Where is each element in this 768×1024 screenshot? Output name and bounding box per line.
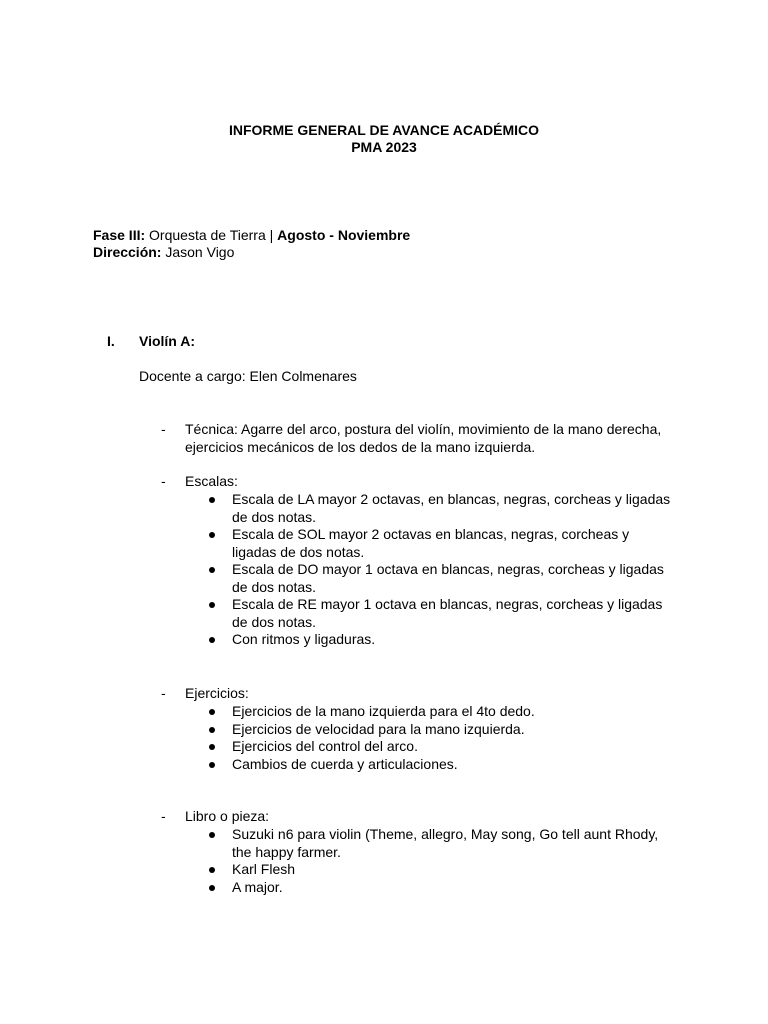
dash-marker: -	[161, 685, 166, 701]
escala-text: Escala de DO mayor 1 octava en blancas, negras, corcheas y ligadas de dos notas.	[232, 561, 664, 595]
phase-line	[93, 227, 410, 245]
report-title: INFORME GENERAL DE AVANCE ACADÉMICO	[228, 122, 540, 138]
bullet-icon	[209, 602, 215, 608]
teacher-line: Docente a cargo: Elen Colmenares	[139, 368, 357, 384]
list-item	[207, 491, 677, 526]
bullet-icon	[209, 832, 215, 838]
libro-list	[207, 826, 677, 896]
bullet-icon	[209, 497, 215, 503]
bullet-icon	[209, 637, 215, 643]
section-title: Violín A:	[139, 333, 195, 349]
escalas-list	[207, 491, 677, 649]
dash-marker: -	[161, 473, 166, 489]
escala-text: Con ritmos y ligaduras.	[232, 631, 376, 647]
direction-label: Dirección:	[93, 244, 162, 260]
escala-text: Escala de SOL mayor 2 octavas en blancas, negras, corcheas y ligadas de dos notas.	[232, 526, 630, 560]
list-item	[207, 526, 677, 561]
bullet-icon	[209, 744, 215, 750]
dash-marker: -	[161, 421, 166, 437]
direction-value: Jason Vigo	[165, 244, 235, 260]
ejercicios-list	[207, 703, 677, 773]
ejercicio-text: Ejercicios de velocidad para la mano izquierda.	[232, 720, 525, 737]
ejercicios-label: Ejercicios:	[185, 685, 249, 701]
libro-text: Suzuki n6 para violin (Theme, allegro, May song, Go tell aunt Rhody, the happy farmer.	[232, 826, 659, 860]
phase-value: Orquesta de Tierra |	[149, 227, 274, 243]
list-item	[207, 631, 677, 649]
list-item	[207, 596, 677, 631]
section-number: I.	[107, 333, 115, 349]
bullet-icon	[209, 709, 215, 715]
list-item	[207, 879, 677, 897]
bullet-icon	[209, 885, 215, 891]
bullet-icon	[209, 867, 215, 873]
bullet-icon	[209, 532, 215, 538]
list-item	[207, 561, 677, 596]
bullet-icon	[209, 762, 215, 768]
bullet-icon	[209, 727, 215, 733]
ejercicio-text: Cambios de cuerda y articulaciones.	[232, 755, 458, 772]
list-item	[207, 721, 677, 739]
direction-line	[93, 244, 234, 262]
period-value: Agosto - Noviembre	[277, 227, 411, 243]
ejercicio-text: Ejercicios de la mano izquierda para el 4to dedo.	[232, 703, 535, 719]
libro-label: Libro o pieza:	[185, 808, 270, 824]
report-subtitle: PMA 2023	[351, 139, 417, 155]
list-item	[207, 703, 677, 721]
list-item	[207, 826, 677, 861]
libro-text: A major.	[232, 878, 283, 895]
escala-text: Escala de LA mayor 2 octavas, en blancas, negras, corcheas y ligadas de dos notas.	[232, 491, 671, 525]
list-item	[207, 861, 677, 879]
list-item	[207, 738, 677, 756]
phase-label: Fase III:	[93, 227, 146, 243]
libro-text: Karl Flesh	[232, 861, 296, 877]
ejercicio-text: Ejercicios del control del arco.	[232, 738, 418, 754]
section-heading	[107, 333, 195, 351]
bullet-icon	[209, 567, 215, 573]
escalas-label: Escalas:	[185, 473, 238, 489]
escala-text: Escala de RE mayor 1 octava en blancas, negras, corcheas y ligadas de dos notas.	[232, 596, 663, 630]
dash-marker: -	[161, 808, 166, 824]
list-item	[207, 756, 677, 774]
tecnica-text: Técnica: Agarre del arco, postura del violín, movimiento de la mano derecha, ejercicios mecánicos de los dedos de la mano izquierda.	[185, 421, 662, 455]
